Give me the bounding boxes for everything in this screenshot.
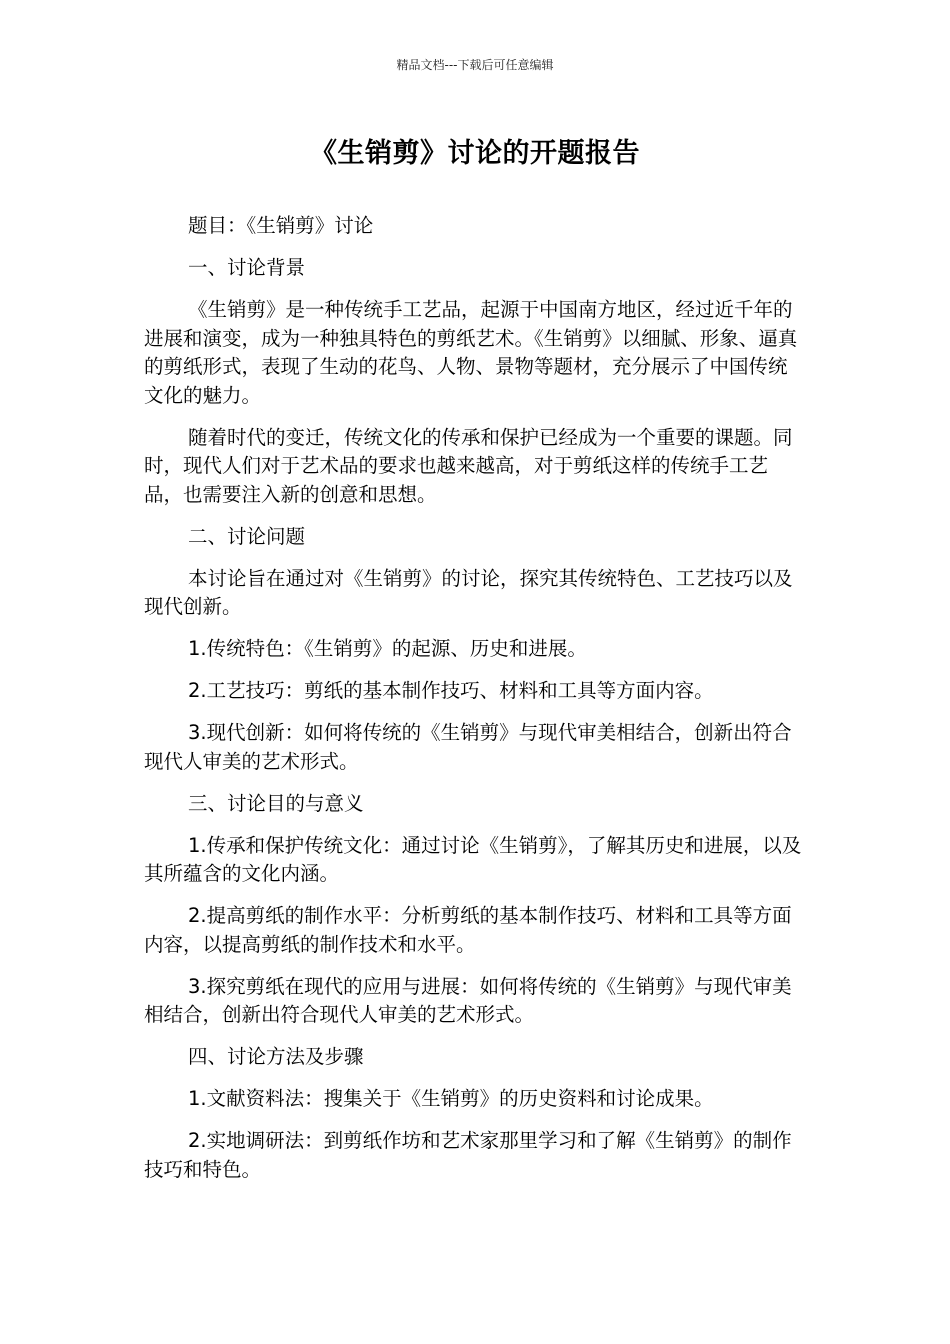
section-heading-questions: 二、讨论问题 [188, 524, 306, 548]
list-item-method-2: 2.实地调研法：到剪纸作坊和艺术家那里学习和了解《生销剪》的制作技巧和特色。 [144, 1129, 792, 1181]
section-heading-purpose: 三、讨论目的与意义 [188, 791, 364, 815]
document-title: 《生销剪》讨论的开题报告 [310, 138, 640, 169]
topic-line: 题目：《生销剪》讨论 [188, 214, 374, 237]
list-item-purpose-1: 1.传承和保护传统文化：通过讨论《生销剪》，了解其历史和进展，以及其所蕴含的文化内涵。 [144, 833, 802, 885]
list-item-question-2: 2.工艺技巧：剪纸的基本制作技巧、材料和工具等方面内容。 [188, 679, 714, 702]
document-body [144, 212, 806, 1198]
list-item-question-1: 1.传统特色：《生销剪》的起源、历史和进展。 [188, 637, 587, 660]
page-header: 精品文档---下载后可任意编辑 [396, 58, 554, 72]
paragraph-background-1: 《生销剪》是一种传统手工艺品，起源于中国南方地区，经过近千年的进展和演变，成为一种独具特色的剪纸艺术。《生销剪》以细腻、形象、逼真的剪纸形式，表现了生动的花鸟、人物、景物等题材，充分展示了中国传统文化的魅力。 [144, 298, 798, 407]
section-heading-background: 一、讨论背景 [188, 256, 306, 279]
list-item-purpose-2: 2.提高剪纸的制作水平：分析剪纸的基本制作技巧、材料和工具等方面内容，以提高剪纸的制作技术和水平。 [144, 904, 792, 956]
list-item-purpose-3: 3.探究剪纸在现代的应用与进展：如何将传统的《生销剪》与现代审美相结合，创新出符合现代人审美的艺术形式。 [144, 974, 792, 1026]
paragraph-background-2: 随着时代的变迁，传统文化的传承和保护已经成为一个重要的课题。同时，现代人们对于艺术品的要求也越来越高，对于剪纸这样的传统手工艺品，也需要注入新的创意和思想。 [144, 425, 793, 506]
section-heading-methods: 四、讨论方法及步骤 [188, 1045, 364, 1068]
list-item-question-3: 3.现代创新：如何将传统的《生销剪》与现代审美相结合，创新出符合现代人审美的艺术形式。 [144, 721, 792, 773]
list-item-method-1: 1.文献资料法：搜集关于《生销剪》的历史资料和讨论成果。 [188, 1087, 714, 1110]
paragraph-questions-intro: 本讨论旨在通过对《生销剪》的讨论，探究其传统特色、工艺技巧以及现代创新。 [144, 566, 793, 618]
